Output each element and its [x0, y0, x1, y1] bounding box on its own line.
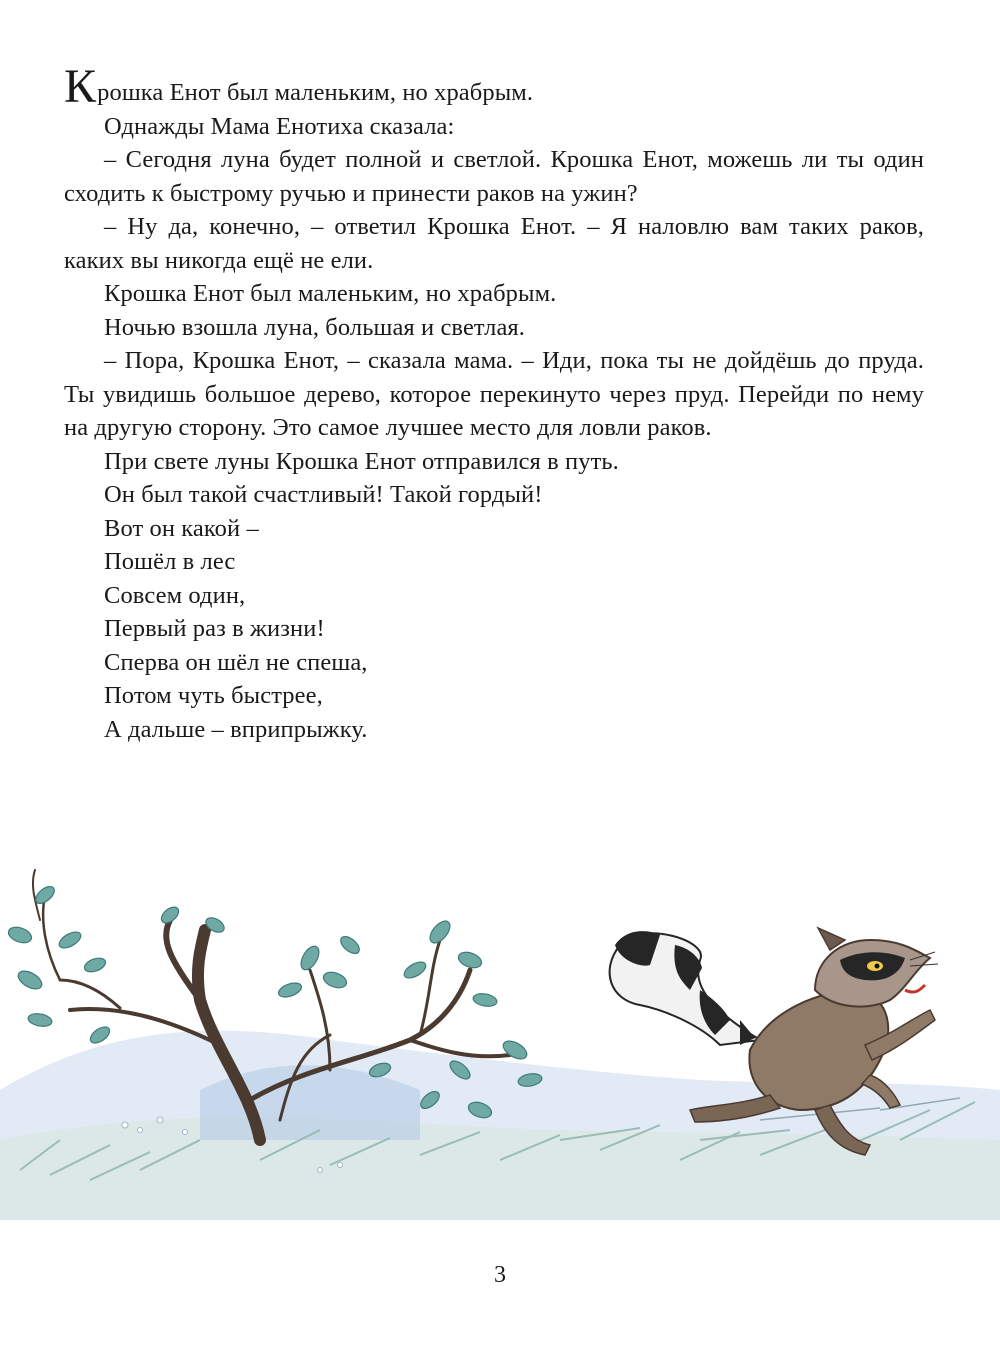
story-text — [64, 60, 924, 746]
verse-line-7: А дальше – вприпрыжку. — [104, 715, 368, 743]
verse-line-5: Сперва он шёл не спеша, — [104, 648, 368, 676]
paragraph-2: Однажды Мама Енотиха сказала: — [104, 112, 455, 140]
verse-line-6: Потом чуть быстрее, — [104, 682, 323, 709]
paragraph-1-text: рошка Енот был маленьким, но храбрым. — [97, 79, 534, 106]
verse-line-3: Совсем один, — [104, 581, 246, 609]
paragraph-6: Ночью взошла луна, большая и светлая. — [104, 313, 526, 341]
verse-line-1: Вот он какой – — [104, 514, 259, 542]
paragraph-4: – Ну да, конечно, – ответил Крошка Енот. – Я наловлю вам таких раков, каких вы никогда ещё не ели. — [64, 213, 924, 274]
paragraph-1 — [64, 60, 924, 113]
verse-line-2: Пошёл в лес — [104, 548, 236, 575]
paragraph-9: Он был такой счастливый! Такой гордый! — [104, 481, 543, 508]
page-number: 3 — [494, 1262, 506, 1288]
forest-illustration — [0, 840, 1000, 1220]
verse-line-4: Первый раз в жизни! — [104, 615, 325, 642]
paragraph-8: При свете луны Крошка Енот отправился в путь. — [104, 447, 619, 475]
paragraph-3: – Сегодня луна будет полной и светлой. Крошка Енот, можешь ли ты один сходить к быстрому ручью и принести раков на ужин? — [64, 146, 924, 207]
drop-cap: К — [64, 60, 97, 113]
paragraph-5: Крошка Енот был маленьким, но храбрым. — [104, 280, 557, 307]
paragraph-7: – Пора, Крошка Енот, – сказала мама. – Иди, пока ты не дойдёшь до пруда. Ты увидишь большое дерево, которое перекинуто через пруд. Перейди по нему на другую сторону. Это самое лучшее место для ловли раков. — [64, 347, 924, 441]
